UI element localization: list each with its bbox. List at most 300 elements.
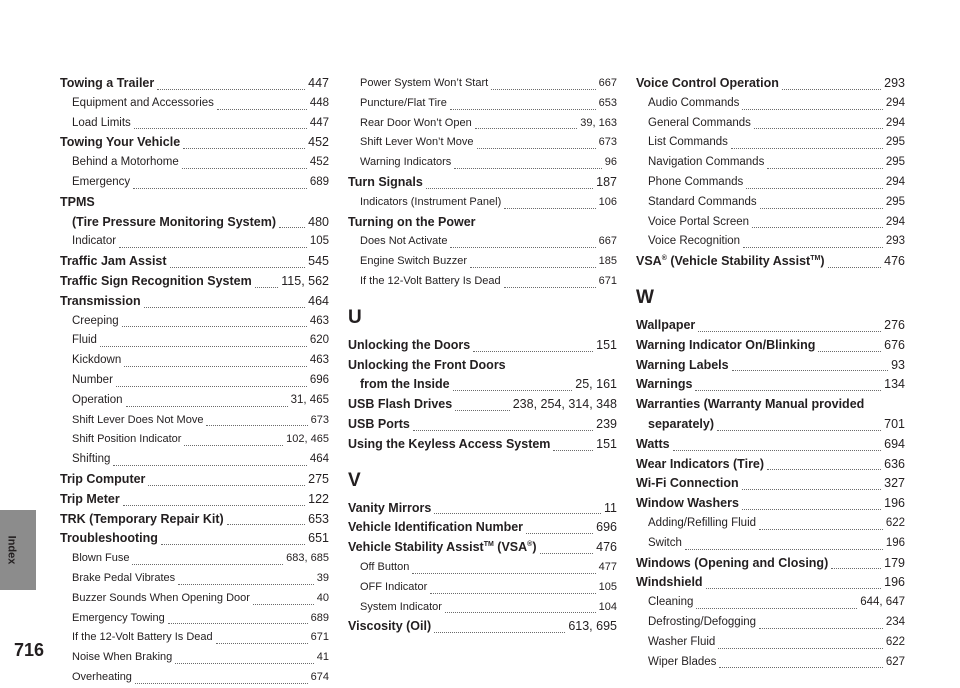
index-subentry[interactable] [60,549,329,569]
entry-term: Shifting [72,453,111,466]
entry-pages[interactable]: 452 [308,135,329,150]
entry-pages[interactable]: 476 [884,254,905,269]
entry-pages[interactable]: 671 [598,274,617,287]
leader-dots [119,246,307,248]
entry-term: Navigation Commands [648,156,765,169]
index-entry[interactable] [348,518,617,538]
index-subentry[interactable] [60,628,329,648]
leader-dots [742,508,881,510]
index-subentry[interactable] [60,232,329,252]
index-entry[interactable] [636,474,905,494]
vsa-term-prefix: VSA [636,254,662,269]
index-entry[interactable] [636,252,905,272]
entry-term: Emergency [72,175,131,188]
index-entry[interactable] [60,213,329,233]
entry-term: USB Ports [348,416,410,431]
entry-term: Audio Commands [648,96,740,109]
entry-pages[interactable]: 295 [885,156,905,169]
entry-pages[interactable]: 105 [598,580,617,593]
entry-pages[interactable]: 115, 562 [281,273,329,288]
page-number: 716 [14,640,45,660]
entry-pages[interactable]: 293 [884,76,905,90]
entry-term: (Tire Pressure Monitoring System) [72,214,276,229]
entry-pages[interactable]: 676 [884,337,905,352]
entry-pages[interactable]: 294 [885,116,905,129]
entry-pages[interactable]: 294 [885,215,905,228]
index-subentry[interactable] [60,331,329,351]
entry-term: USB Flash Drives [348,397,453,412]
entry-term: List Commands [648,136,728,149]
entry-term: Blown Fuse [72,552,130,565]
leader-dots [184,444,283,446]
index-entry-heading: TPMS [60,194,95,209]
index-subentry[interactable] [636,193,905,213]
entry-term: Warning Labels [636,357,729,372]
entry-pages[interactable]: 622 [885,635,905,648]
entry-pages[interactable]: 463 [309,314,329,327]
entry-term: Towing Your Vehicle [60,135,181,150]
entry-pages[interactable]: 464 [309,453,329,466]
leader-dots [767,468,881,470]
leader-dots [227,523,305,525]
trademark-mark: TM [483,540,494,548]
leader-dots [698,330,881,332]
entry-term [636,252,825,272]
entry-pages[interactable]: 25, 161 [575,377,617,392]
vsa-term-middle: (Vehicle Stability Assist [666,254,811,269]
index-entry[interactable] [636,573,905,593]
index-subentry[interactable] [636,633,905,653]
leader-dots [742,108,882,110]
entry-pages[interactable]: 622 [885,516,905,529]
index-subentry[interactable] [60,609,329,629]
leader-dots [504,286,596,288]
entry-term: separately) [648,416,715,431]
entry-pages[interactable]: 689 [309,175,329,188]
vsa-term-suffix: (VSA [493,540,528,555]
index-entry[interactable] [348,499,617,519]
index-subentry[interactable] [60,94,329,114]
index-subentry[interactable] [348,153,617,173]
index-subentry[interactable] [348,193,617,213]
leader-dots [183,147,305,149]
index-subentry[interactable] [60,589,329,609]
entry-pages[interactable]: 667 [598,77,617,89]
index-subentry[interactable] [348,558,617,578]
section-letter-w: W [636,286,654,308]
entry-term: Load Limits [72,116,131,129]
entry-term: Defrosting/Defogging [648,615,757,628]
leader-dots [178,583,314,585]
entry-pages[interactable]: 653 [598,96,617,109]
entry-pages[interactable]: 104 [598,600,617,613]
entry-pages[interactable]: 41 [316,651,329,664]
entry-term: Engine Switch Buzzer [360,255,467,268]
index-entry[interactable] [60,252,329,272]
entry-term: Standard Commands [648,195,757,208]
leader-dots [746,187,883,189]
entry-pages[interactable]: 106 [598,195,617,208]
entry-term: Windows (Opening and Closing) [636,555,829,570]
leader-dots [504,207,595,209]
index-entry[interactable] [60,133,329,153]
entry-term: Operation [72,393,123,406]
index-subentry[interactable] [348,252,617,272]
leader-dots [133,187,307,189]
leader-dots [718,647,882,649]
index-entry[interactable] [60,490,329,510]
entry-term: Warnings [636,377,693,392]
index-subentry[interactable] [60,371,329,391]
entry-pages[interactable]: 667 [598,235,617,248]
entry-term: General Commands [648,116,751,129]
index-entry[interactable] [348,415,617,435]
leader-dots [767,167,882,169]
entry-term: Noise When Braking [72,651,173,664]
index-subentry[interactable] [348,578,617,598]
entry-term: Wallpaper [636,317,696,332]
index-subentry[interactable] [60,153,329,173]
entry-pages[interactable]: 96 [604,156,617,169]
index-column-1 [60,74,329,688]
leader-dots [175,662,313,664]
leader-dots [706,587,882,589]
entry-pages[interactable]: 671 [310,631,329,644]
entry-pages[interactable]: 275 [308,471,329,486]
entry-pages[interactable]: 294 [885,175,905,188]
leader-dots [553,449,593,451]
entry-pages[interactable]: 238, 254, 314, 348 [512,397,617,412]
entry-term: Transmission [60,293,141,308]
entry-pages[interactable]: 196 [885,536,905,549]
entry-term: Shift Lever Does Not Move [72,413,204,426]
entry-pages[interactable]: 93 [891,357,905,372]
index-subentry[interactable] [348,598,617,618]
index-subentry[interactable] [60,312,329,332]
index-entry-heading: Turning on the Power [348,214,476,229]
index-entry[interactable] [348,173,617,193]
leader-dots [754,127,883,129]
entry-term: Towing a Trailer [60,76,155,90]
index-subentry[interactable] [348,114,617,134]
index-subentry[interactable] [636,653,905,673]
index-entry[interactable] [60,529,329,549]
index-entry[interactable] [636,415,905,435]
entry-term: Wear Indicators (Tire) [636,456,765,471]
leader-dots [182,167,307,169]
index-entry[interactable] [60,292,329,312]
leader-dots [454,167,601,169]
index-subentry[interactable] [636,94,905,114]
entry-pages[interactable]: 40 [316,591,329,604]
leader-dots [255,286,279,288]
leader-dots [742,488,881,490]
entry-pages[interactable]: 295 [885,136,905,149]
entry-pages[interactable]: 447 [309,116,329,129]
entry-pages[interactable]: 673 [310,413,329,426]
index-entry[interactable] [60,74,329,94]
index-subentry[interactable] [636,213,905,233]
index-subentry[interactable] [636,593,905,613]
leader-dots [695,389,881,391]
index-entry[interactable] [636,316,905,336]
index-subentry[interactable] [60,391,329,411]
entry-term: Watts [636,436,670,451]
trademark-mark: TM [810,255,821,263]
entry-term: Window Washers [636,496,739,511]
entry-pages[interactable]: 134 [884,377,905,392]
entry-pages[interactable]: 613, 695 [568,619,617,634]
entry-term: Vanity Mirrors [348,500,432,515]
index-subentry[interactable] [348,232,617,252]
leader-dots [100,345,307,347]
index-subentry[interactable] [60,173,329,193]
entry-pages[interactable]: 294 [885,96,905,109]
index-entry[interactable] [636,336,905,356]
entry-pages[interactable]: 452 [309,156,329,169]
index-subentry[interactable] [636,114,905,134]
leader-dots [759,528,883,530]
index-subentry[interactable] [60,450,329,470]
entry-term: Switch [648,536,682,549]
index-entry[interactable] [348,435,617,455]
entry-pages[interactable]: 447 [308,76,329,90]
leader-dots [123,504,305,506]
entry-term: Off Button [360,560,410,573]
index-subentry[interactable] [636,514,905,534]
leader-dots [216,642,308,644]
entry-pages[interactable]: 295 [885,195,905,208]
leader-dots [818,350,881,352]
entry-pages[interactable]: 39, 163 [580,116,617,129]
entry-pages[interactable]: 545 [308,254,329,269]
entry-term: Rear Door Won’t Open [360,116,472,129]
entry-pages[interactable]: 151 [596,337,617,352]
index-entry[interactable] [60,470,329,490]
entry-term: Voice Portal Screen [648,215,750,228]
leader-dots [122,325,307,327]
leader-dots [759,627,883,629]
leader-dots [828,266,882,268]
entry-pages[interactable]: 464 [308,293,329,308]
leader-dots [470,266,596,268]
registered-mark: ® [661,255,667,263]
index-subentry[interactable] [60,114,329,134]
index-subentry[interactable] [60,648,329,668]
index-side-tab [0,0,36,590]
index-subentry[interactable] [636,173,905,193]
entry-pages[interactable]: 293 [885,235,905,248]
entry-term: Behind a Motorhome [72,156,179,169]
leader-dots [124,365,307,367]
leader-dots [279,226,305,228]
leader-dots [116,385,307,387]
index-entry[interactable] [348,375,617,395]
index-entry[interactable] [60,510,329,530]
entry-term: Kickdown [72,354,122,367]
index-subentry[interactable] [636,613,905,633]
entry-pages[interactable]: 673 [598,136,617,149]
index-subentry[interactable] [636,153,905,173]
entry-pages[interactable]: 196 [884,575,905,590]
leader-dots [132,563,283,565]
entry-pages[interactable]: 239 [596,416,617,431]
entry-term: Wiper Blades [648,655,717,668]
entry-term: System Indicator [360,600,442,613]
entry-term: Phone Commands [648,175,744,188]
entry-term: Warning Indicator On/Blinking [636,337,816,352]
entry-pages[interactable]: 11 [604,500,617,515]
entry-term: Using the Keyless Access System [348,436,551,451]
entry-pages[interactable]: 102, 465 [286,433,329,446]
entry-term: Wi-Fi Connection [636,476,739,491]
leader-dots [253,603,314,605]
entry-term: Fluid [72,334,97,347]
entry-pages[interactable]: 651 [308,531,329,546]
entry-term: TRK (Temporary Repair Kit) [60,511,224,526]
entry-pages[interactable]: 105 [309,235,329,248]
entry-term: Does Not Activate [360,235,448,248]
entry-term: Viscosity (Oil) [348,619,432,634]
entry-pages[interactable]: 463 [309,354,329,367]
index-entry[interactable] [636,554,905,574]
index-subentry[interactable] [636,534,905,554]
entry-term: Voice Recognition [648,235,741,248]
entry-pages[interactable]: 276 [884,317,905,332]
index-subentry[interactable] [636,133,905,153]
leader-dots [206,424,307,426]
entry-pages[interactable]: 476 [596,540,617,555]
leader-dots [540,552,594,554]
entry-pages[interactable]: 689 [310,611,329,624]
entry-term: Shift Position Indicator [72,433,182,446]
entry-term: Overheating [72,670,132,683]
entry-pages[interactable]: 683, 685 [286,552,329,565]
entry-term: Warning Indicators [360,156,452,169]
index-entry[interactable] [348,336,617,356]
entry-pages[interactable]: 187 [596,174,617,189]
leader-dots [168,622,308,624]
entry-pages[interactable]: 448 [309,96,329,109]
section-letter-u: U [348,306,362,328]
entry-pages[interactable]: 694 [884,436,905,451]
entry-pages[interactable]: 151 [596,436,617,451]
entry-pages[interactable]: 122 [308,491,329,506]
entry-term: Unlocking the Doors [348,337,471,352]
leader-dots [148,484,305,486]
index-entry[interactable] [636,455,905,475]
leader-dots [455,409,510,411]
entry-term: Creeping [72,314,119,327]
entry-term: Cleaning [648,596,694,609]
entry-pages[interactable]: 696 [309,373,329,386]
index-subentry[interactable] [348,272,617,292]
entry-pages[interactable]: 196 [884,496,905,511]
index-entry[interactable] [636,494,905,514]
entry-term: Number [72,373,113,386]
entry-pages[interactable]: 179 [884,555,905,570]
index-subentry[interactable] [348,74,617,94]
index-entry[interactable] [636,356,905,376]
leader-dots [475,127,578,129]
index-entry[interactable] [636,74,905,94]
index-subentry[interactable] [60,351,329,371]
entry-term: Indicators (Instrument Panel) [360,195,502,208]
index-subentry[interactable] [636,232,905,252]
entry-term: Trip Computer [60,471,146,486]
entry-pages[interactable]: 480 [308,214,329,229]
leader-dots [491,88,595,90]
leader-dots [217,108,307,110]
entry-term: Washer Fluid [648,635,716,648]
leader-dots [134,127,307,129]
index-subentry[interactable] [348,133,617,153]
index-column-2 [348,74,617,637]
leader-dots [157,88,305,90]
leader-dots [453,389,573,391]
entry-pages[interactable]: 674 [310,670,329,683]
entry-pages[interactable]: 701 [884,416,905,431]
entry-term: OFF Indicator [360,580,428,593]
entry-pages[interactable]: 31, 465 [290,393,329,406]
leader-dots [450,246,595,248]
index-subentry[interactable] [60,569,329,589]
leader-dots [685,548,883,550]
entry-pages[interactable]: 327 [884,476,905,491]
entry-pages[interactable]: 644, 647 [860,596,905,609]
leader-dots [434,631,565,633]
index-entry[interactable] [348,395,617,415]
index-entry[interactable] [348,617,617,637]
vsa-term-close: ) [820,254,825,269]
leader-dots [760,207,883,209]
leader-dots [113,464,306,466]
vsa-term-prefix: Vehicle Stability Assist [348,540,484,555]
leader-dots [732,369,888,371]
index-subentry[interactable] [348,94,617,114]
leader-dots [434,512,601,514]
entry-pages[interactable]: 636 [884,456,905,471]
entry-term: Indicator [72,235,117,248]
index-tab-label: Index [5,535,18,565]
leader-dots [445,611,596,613]
registered-mark: ® [527,540,533,548]
entry-pages[interactable]: 696 [596,520,617,535]
section-letter-v: V [348,469,361,491]
index-subentry[interactable] [60,411,329,431]
entry-pages[interactable]: 627 [885,655,905,668]
index-entry[interactable] [636,435,905,455]
leader-dots [413,429,593,431]
entry-pages[interactable]: 185 [598,255,617,268]
entry-pages[interactable]: 234 [885,615,905,628]
leader-dots [743,246,883,248]
entry-term: If the 12-Volt Battery Is Dead [360,274,501,287]
index-entry[interactable] [636,375,905,395]
vsa-term-close: ) [532,540,537,555]
entry-pages[interactable]: 39 [316,571,329,584]
index-entry[interactable] [60,272,329,292]
entry-term [348,538,537,558]
leader-dots [477,147,596,149]
index-subentry[interactable] [60,430,329,450]
leader-dots [731,147,883,149]
entry-pages[interactable]: 477 [598,560,617,573]
index-entry[interactable] [348,538,617,558]
entry-pages[interactable]: 653 [308,511,329,526]
entry-pages[interactable]: 620 [309,334,329,347]
entry-term: Puncture/Flat Tire [360,96,447,109]
